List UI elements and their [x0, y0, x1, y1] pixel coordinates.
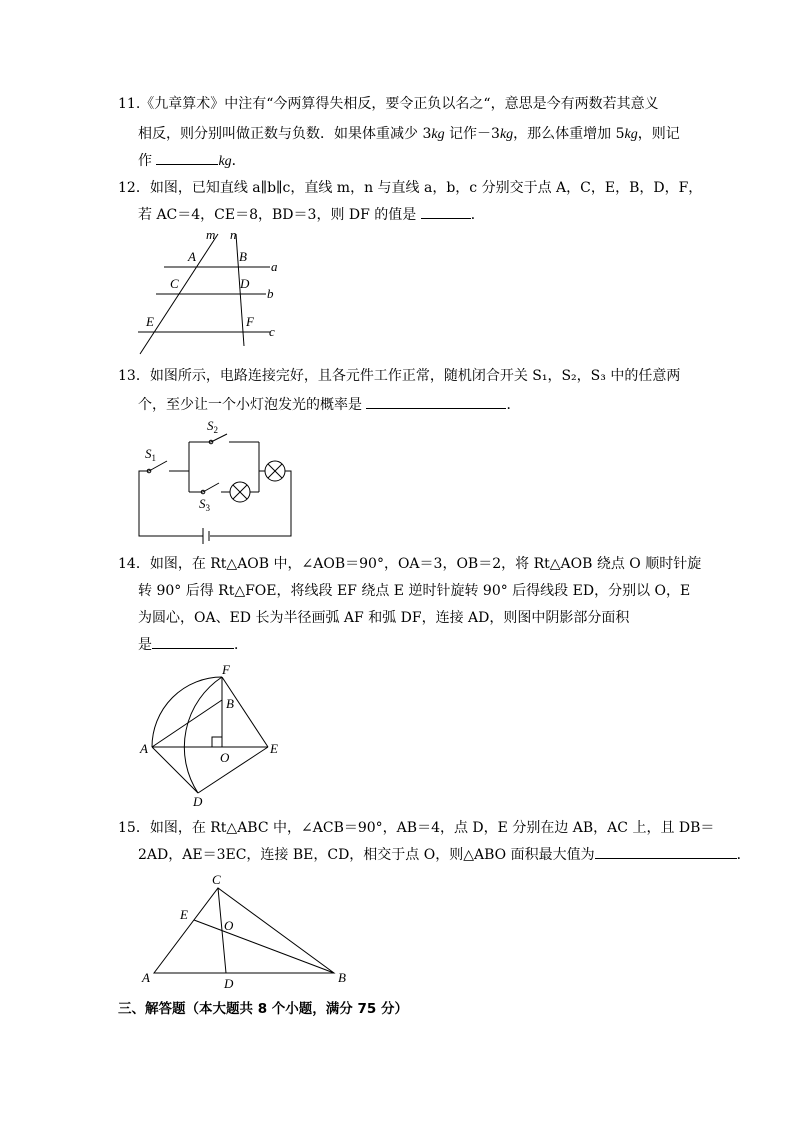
segment-BE [194, 920, 334, 973]
q15-figure [138, 870, 358, 990]
triangle-ABC [154, 888, 334, 973]
arc-DF [184, 677, 222, 793]
q12-line1: 12．如图，已知直线 a∥b∥c，直线 m，n 与直线 a，b，c 分别交于点 A，C，E，B，D，F， [118, 180, 703, 196]
label-F: F [222, 662, 230, 677]
label-s1: $S_1$ [145, 446, 156, 463]
q13-line2: 个，至少让一个小灯泡发光的概率是 ． [138, 397, 521, 413]
q13-line1: 13．如图所示，电路连接完好，且各元件工作正常，随机闭合开关 S₁，S₂，S₃ 中的任意两 [118, 368, 681, 384]
label-c: c [269, 324, 275, 339]
label-E: E [270, 741, 278, 756]
q14-line1: 14．如图，在 Rt△AOB 中，∠AOB＝90°，OA＝3，OB＝2，将 Rt△AOB 绕点 O 顺时针旋 [118, 556, 702, 572]
q14-line2: 转 90° 后得 Rt△FOE，将线段 EF 绕点 E 逆时针旋转 90° 后得线段 ED，分别以 O，E [138, 583, 691, 599]
label-F: F [246, 314, 254, 329]
segment-AD [152, 747, 198, 793]
label-A: A [140, 741, 148, 756]
label-O: O [220, 750, 230, 765]
section-heading: 三、解答题（本大题共 8 个小题，满分 75 分） [118, 1001, 408, 1017]
q11-line1: 11.《九章算术》中注有“今两算得失相反，要令正负以名之“，意思是今有两数若其意义 [118, 96, 659, 112]
label-D: D [193, 794, 203, 809]
label-C: C [170, 276, 179, 291]
q14-line4: 是 ． [138, 637, 248, 653]
segment-FE [222, 677, 268, 747]
label-b: b [267, 286, 274, 301]
q12-figure [130, 228, 290, 358]
label-E: E [146, 314, 154, 329]
q12-line2: 若 AC＝4，CE＝8，BD＝3，则 DF 的值是 ． [138, 207, 485, 223]
label-C: C [212, 872, 221, 887]
switch-s3 [203, 483, 219, 492]
label-D: D [240, 276, 250, 291]
answer-blank[interactable] [152, 636, 234, 649]
label-B: B [226, 696, 234, 711]
q14-figure [138, 660, 288, 810]
label-A: A [142, 970, 150, 985]
q15-line1: 15．如图，在 Rt△ABC 中，∠ACB＝90°，AB＝4，点 D，E 分别在边 AB，AC 上，且 DB＝ [118, 820, 715, 836]
label-O: O [224, 918, 234, 933]
answer-blank[interactable] [366, 396, 506, 409]
answer-blank[interactable] [595, 846, 737, 859]
q13-circuit [135, 415, 305, 540]
label-A: A [188, 249, 196, 264]
q14-line3: 为圆心，OA、ED 长为半径画弧 AF 和弧 DF，连接 AD，则图中阴影部分面积 [138, 610, 630, 626]
label-B: B [239, 249, 247, 264]
label-n: n [230, 227, 237, 242]
label-s2: $S_2$ [207, 418, 218, 435]
label-a: a [271, 259, 278, 274]
answer-blank[interactable] [421, 206, 471, 219]
right-angle-mark [212, 737, 222, 747]
label-B: B [338, 970, 346, 985]
label-s3: $S_3$ [199, 496, 210, 513]
q11-line3: 作 kg． [138, 153, 246, 169]
q15-line2: 2AD，AE＝3EC，连接 BE，CD，相交于点 O，则△ABO 面积最大值为 ． [138, 847, 751, 863]
segment-ED [198, 747, 268, 793]
label-D: D [224, 976, 234, 991]
label-m: m [206, 227, 216, 242]
switch-s2 [211, 434, 227, 442]
q11-line2: 相反，则分别叫做正数与负数．如果体重减少 3kg 记作－3kg，那么体重增加 5kg，则记 [138, 126, 680, 142]
label-E: E [180, 907, 188, 922]
answer-blank[interactable] [156, 152, 218, 165]
